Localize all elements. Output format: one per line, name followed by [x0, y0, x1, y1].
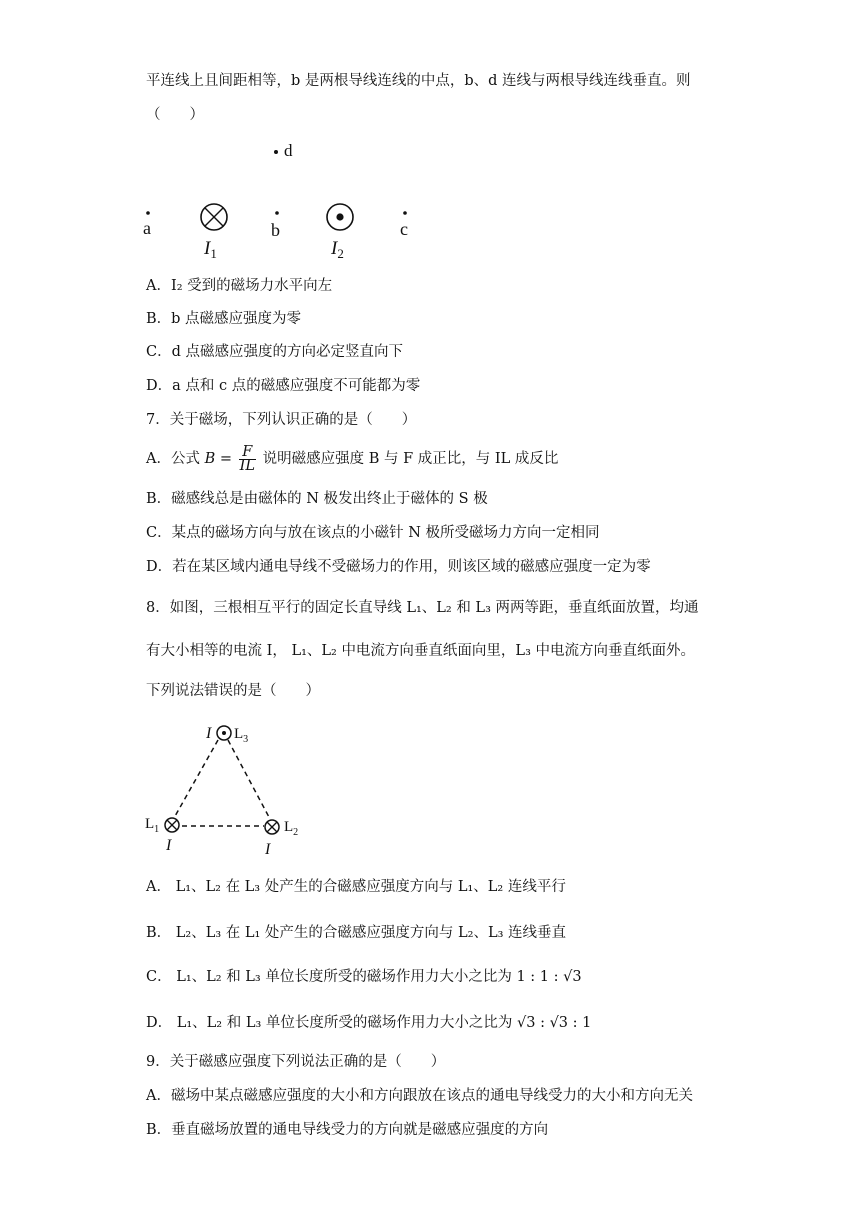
- q8-option-d: D． L₁、L₂ 和 L₃ 单位长度所受的磁场作用力大小之比为 √3 : √3 : 1: [146, 1015, 592, 1031]
- q8-stem-line3: 下列说法错误的是（ ）: [146, 683, 320, 699]
- formula-equals: =: [215, 451, 237, 467]
- point-d: [274, 150, 278, 154]
- formula-B: B: [204, 451, 216, 467]
- q6-option-c: C．d 点磁感应强度的方向必定竖直向下: [146, 344, 403, 360]
- label-I1: $I_1$: [204, 238, 217, 261]
- q9-option-b: B．垂直磁场放置的通电导线受力的方向就是磁感应强度的方向: [146, 1122, 549, 1138]
- q8-option-c: C． L₁、L₂ 和 L₃ 单位长度所受的磁场作用力大小之比为 1 : 1 : √3: [146, 969, 582, 985]
- q7-option-a-prefix: A．公式: [146, 451, 200, 467]
- q8-option-a: A． L₁、L₂ 在 L₃ 处产生的合磁感应强度方向与 L₁、L₂ 连线平行: [146, 879, 566, 895]
- q8-stem-line1: 8．如图，三根相互平行的固定长直导线 L₁、L₂ 和 L₃ 两两等距，垂直纸面放置，均通: [146, 600, 699, 616]
- label-b: b: [271, 220, 280, 240]
- q6-stem-line2: （ ）: [146, 107, 204, 123]
- label-c: c: [400, 219, 408, 239]
- fraction-denominator: IL: [239, 457, 255, 474]
- label-d: d: [284, 141, 293, 160]
- q6-option-d: D．a 点和 c 点的磁感应强度不可能都为零: [146, 378, 421, 394]
- q8-stem-line2: 有大小相等的电流 I， L₁、L₂ 中电流方向垂直纸面向里，L₃ 中电流方向垂直纸面外。: [146, 643, 695, 659]
- q8-option-b: B． L₂、L₃ 在 L₁ 处产生的合磁感应强度方向与 L₂、L₃ 连线垂直: [146, 925, 567, 941]
- formula-fraction: [239, 443, 256, 474]
- q7-stem: 7．关于磁场，下列认识正确的是（ ）: [146, 412, 417, 428]
- label-I-right: I: [265, 841, 271, 858]
- point-a: [146, 211, 150, 215]
- q6-figure: [138, 132, 428, 264]
- q9-option-a: A．磁场中某点磁感应强度的大小和方向跟放在该点的通电导线受力的大小和方向无关: [146, 1088, 693, 1104]
- q6-option-b: B．b 点磁感应强度为零: [146, 311, 302, 327]
- q7-option-a-text: 说明磁感应强度 B 与 F 成正比，与 IL 成反比: [262, 451, 559, 467]
- label-I2: $I_2$: [331, 238, 344, 261]
- q6-stem-line1: 平连线上且间距相等，b 是两根导线连线的中点，b、d 连线与两根导线连线垂直。则: [146, 73, 691, 89]
- label-I-left: I: [166, 837, 172, 854]
- q6-option-a: A．I₂ 受到的磁场力水平向左: [146, 278, 333, 294]
- q8-figure: [140, 718, 315, 860]
- point-b: [275, 211, 279, 215]
- q7-option-d: D．若在某区域内通电导线不受磁场力的作用，则该区域的磁感应强度一定为零: [146, 559, 651, 575]
- fraction-numerator: F: [239, 446, 256, 460]
- q7-option-a: [146, 442, 558, 476]
- q7-option-c: C．某点的磁场方向与放在该点的小磁针 N 极所受磁场力方向一定相同: [146, 525, 600, 541]
- label-I-top: I: [206, 725, 212, 742]
- label-a: a: [143, 218, 151, 238]
- label-L2: $L_2$: [284, 819, 299, 838]
- q9-stem: 9．关于磁感应强度下列说法正确的是（ ）: [146, 1054, 446, 1070]
- label-L3: $L_3$: [234, 726, 249, 745]
- point-c: [403, 211, 407, 215]
- label-L1: $L_1$: [145, 816, 160, 835]
- q7-option-b: B．磁感线总是由磁体的 N 极发出终止于磁体的 S 极: [146, 491, 488, 507]
